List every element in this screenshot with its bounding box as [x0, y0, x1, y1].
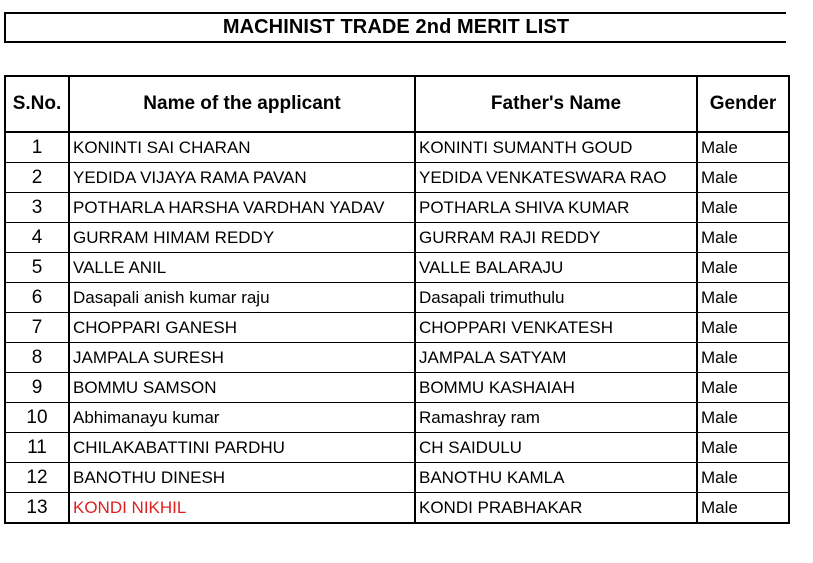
- table-row: [5, 373, 789, 403]
- table-row: [5, 433, 789, 463]
- cell-sno: 2: [5, 163, 69, 193]
- cell-gender: Male: [697, 403, 789, 433]
- cell-gender: Male: [697, 163, 789, 193]
- cell-gender: Male: [697, 463, 789, 493]
- cell-sno: 4: [5, 223, 69, 253]
- cell-father-name: CHOPPARI VENKATESH: [415, 313, 697, 343]
- cell-gender: Male: [697, 493, 789, 524]
- merit-list-table: [4, 75, 790, 524]
- cell-sno: 6: [5, 283, 69, 313]
- table-body: [5, 132, 789, 523]
- cell-gender: Male: [697, 343, 789, 373]
- cell-gender: Male: [697, 373, 789, 403]
- table-row: [5, 193, 789, 223]
- cell-sno: 7: [5, 313, 69, 343]
- cell-sno: 13: [5, 493, 69, 524]
- cell-applicant-name: Abhimanayu kumar: [69, 403, 415, 433]
- cell-gender: Male: [697, 223, 789, 253]
- table-row: [5, 343, 789, 373]
- cell-sno: 5: [5, 253, 69, 283]
- cell-applicant-name: VALLE ANIL: [69, 253, 415, 283]
- cell-sno: 10: [5, 403, 69, 433]
- cell-gender: Male: [697, 283, 789, 313]
- table-row: [5, 493, 789, 524]
- cell-father-name: GURRAM RAJI REDDY: [415, 223, 697, 253]
- cell-applicant-name: YEDIDA VIJAYA RAMA PAVAN: [69, 163, 415, 193]
- cell-father-name: BANOTHU KAMLA: [415, 463, 697, 493]
- cell-sno: 1: [5, 132, 69, 163]
- table-row: [5, 403, 789, 433]
- table-row: [5, 463, 789, 493]
- column-header-name: Name of the applicant: [69, 76, 415, 132]
- cell-applicant-name: POTHARLA HARSHA VARDHAN YADAV: [69, 193, 415, 223]
- column-header-father: Father's Name: [415, 76, 697, 132]
- cell-father-name: JAMPALA SATYAM: [415, 343, 697, 373]
- page-title: MACHINIST TRADE 2nd MERIT LIST: [222, 16, 570, 38]
- cell-gender: Male: [697, 433, 789, 463]
- column-header-sno: S.No.: [5, 76, 69, 132]
- cell-applicant-name: Dasapali anish kumar raju: [69, 283, 415, 313]
- table-row: [5, 163, 789, 193]
- cell-applicant-name: JAMPALA SURESH: [69, 343, 415, 373]
- cell-gender: Male: [697, 313, 789, 343]
- cell-applicant-name: BOMMU SAMSON: [69, 373, 415, 403]
- cell-sno: 9: [5, 373, 69, 403]
- cell-applicant-name: KONDI NIKHIL: [69, 493, 415, 524]
- cell-father-name: CH SAIDULU: [415, 433, 697, 463]
- cell-applicant-name: CHOPPARI GANESH: [69, 313, 415, 343]
- cell-father-name: Dasapali trimuthulu: [415, 283, 697, 313]
- cell-father-name: KONDI PRABHAKAR: [415, 493, 697, 524]
- cell-applicant-name: BANOTHU DINESH: [69, 463, 415, 493]
- title-banner: [4, 12, 786, 43]
- column-header-gender: Gender: [697, 76, 789, 132]
- cell-gender: Male: [697, 193, 789, 223]
- table-row: [5, 313, 789, 343]
- header-row: [5, 76, 789, 132]
- cell-sno: 12: [5, 463, 69, 493]
- table-row: [5, 283, 789, 313]
- table-row: [5, 223, 789, 253]
- cell-applicant-name: GURRAM HIMAM REDDY: [69, 223, 415, 253]
- cell-father-name: Ramashray ram: [415, 403, 697, 433]
- cell-father-name: POTHARLA SHIVA KUMAR: [415, 193, 697, 223]
- cell-father-name: VALLE BALARAJU: [415, 253, 697, 283]
- cell-gender: Male: [697, 132, 789, 163]
- cell-applicant-name: CHILAKABATTINI PARDHU: [69, 433, 415, 463]
- cell-gender: Male: [697, 253, 789, 283]
- cell-applicant-name: KONINTI SAI CHARAN: [69, 132, 415, 163]
- cell-father-name: BOMMU KASHAIAH: [415, 373, 697, 403]
- table-row: [5, 253, 789, 283]
- cell-sno: 3: [5, 193, 69, 223]
- cell-father-name: KONINTI SUMANTH GOUD: [415, 132, 697, 163]
- cell-sno: 8: [5, 343, 69, 373]
- cell-father-name: YEDIDA VENKATESWARA RAO: [415, 163, 697, 193]
- cell-sno: 11: [5, 433, 69, 463]
- table-row: [5, 132, 789, 163]
